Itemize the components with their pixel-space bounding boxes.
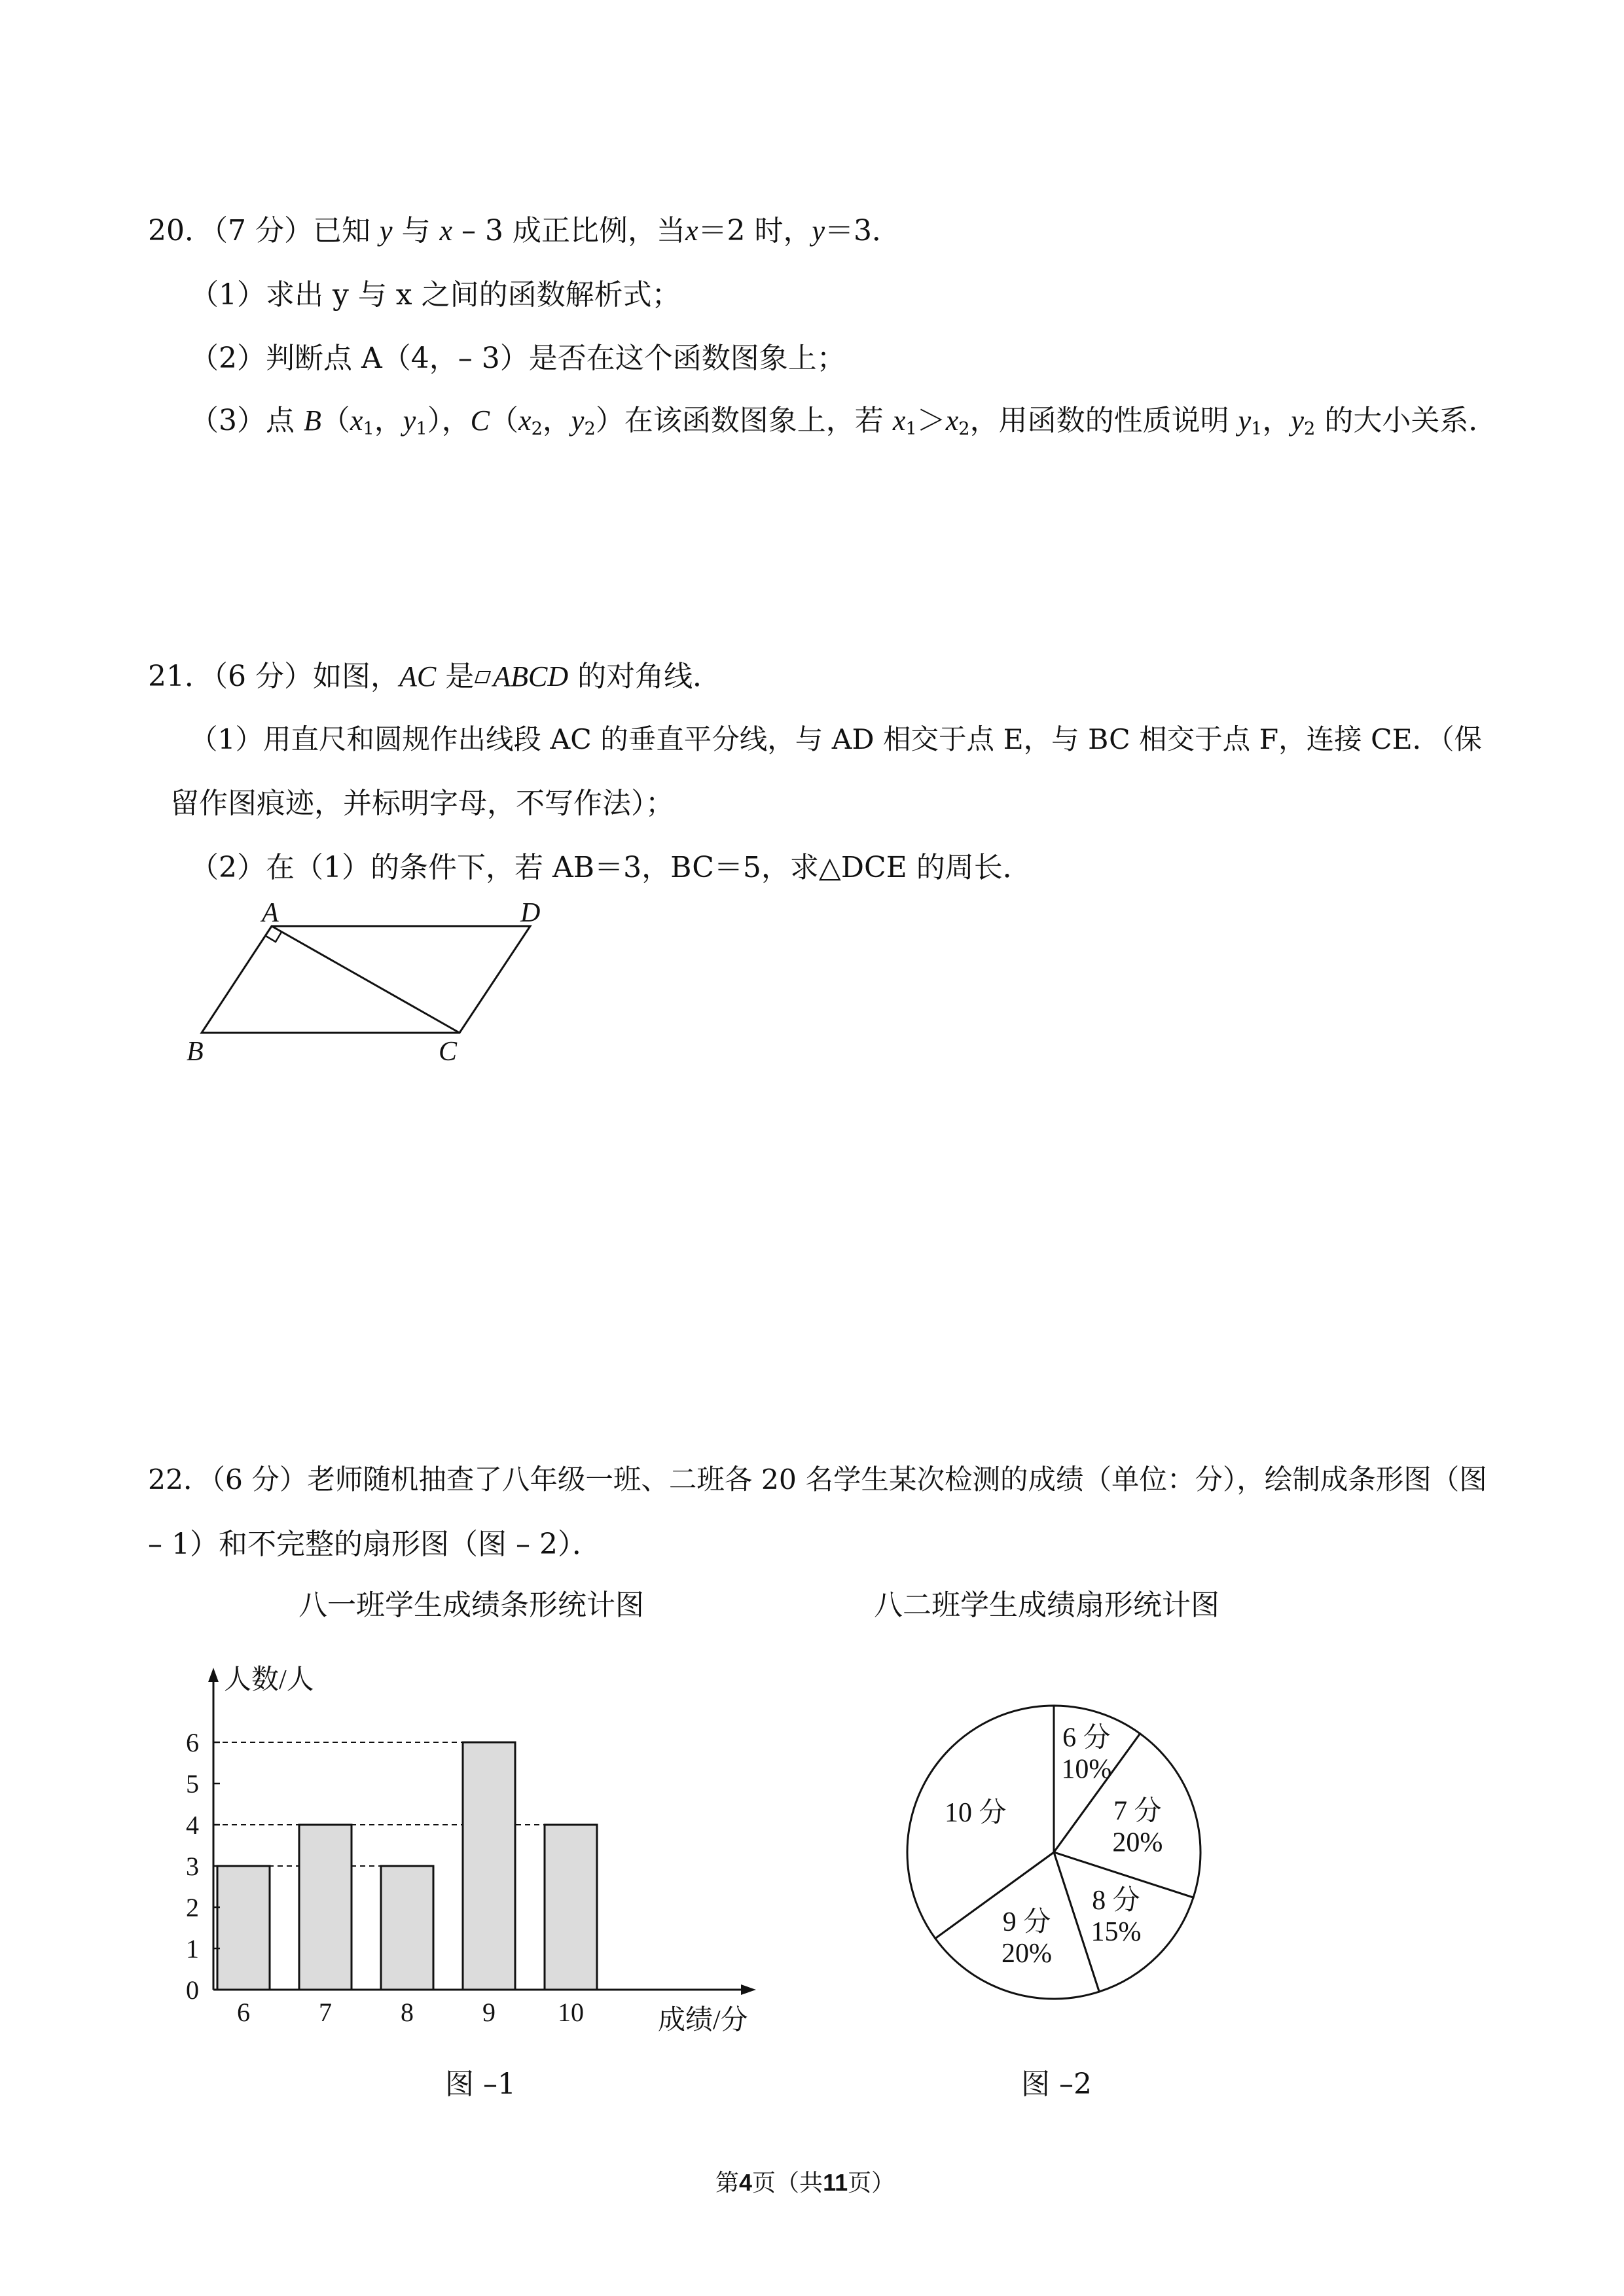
label-a: A [262, 898, 279, 928]
y-tick-label: 3 [186, 1852, 199, 1881]
y-tick-label: 0 [186, 1975, 199, 2005]
y-axis-arrow-icon [208, 1668, 219, 1682]
pie-slice-label: 6 分 [1062, 1723, 1111, 1753]
subscript: 1 [363, 418, 374, 439]
var-x: x [350, 404, 363, 437]
q21-text: 如图， [312, 660, 399, 693]
subscript: 1 [416, 418, 427, 439]
label-c: C [439, 1037, 458, 1067]
pie-slice-percent: 20% [1001, 1938, 1052, 1969]
q21-sub2: （2）在（1）的条件下，若 AB＝3，BC＝5，求△DCE 的周长． [190, 851, 1032, 884]
q20-score: （7 分） [213, 214, 313, 247]
q20-text: ）， [427, 404, 471, 437]
q20-text: （ [490, 404, 519, 437]
q20-text: ，用函数的性质说明 [969, 404, 1229, 437]
subscript: 1 [905, 418, 917, 439]
x-axis-arrow-icon [741, 1984, 756, 1995]
footer-text: 页（共 [752, 2170, 823, 2197]
q20-text: ， [1262, 404, 1291, 437]
pie-slice-label: 9 分 [1002, 1907, 1051, 1937]
x-tick-label: 6 [237, 1998, 250, 2027]
footer-text: 第 [715, 2170, 740, 2197]
parallelogram-name: ABCD [493, 660, 569, 692]
x-tick-label: 10 [558, 1998, 584, 2027]
y-tick-label: 1 [186, 1934, 199, 1964]
parallelogram-figure [177, 898, 635, 1073]
q20-number: 20． [148, 214, 213, 247]
q20-text: ＞ [916, 404, 946, 437]
pie-slice-percent: 10% [1061, 1754, 1112, 1785]
bar-10 [545, 1825, 597, 1990]
q21-sub1-line2: 留作图痕迹，并标明字母，不写作法）； [170, 787, 674, 820]
x-tick-label: 8 [401, 1998, 414, 2027]
q20-stem [148, 211, 901, 251]
q21-sub1-line1: （1）用直尺和圆规作出线段 AC 的垂直平分线，与 AD 相交于点 E，与 BC 相交于点 F，连接 CE．（保 [190, 724, 1482, 756]
y-axis-label: 人数/人 [224, 1665, 314, 1695]
page-number: 4 [739, 2169, 753, 2196]
var-x: x [892, 404, 906, 437]
pie-slice-label: 8 分 [1092, 1886, 1140, 1916]
y-tick-label: 6 [186, 1728, 199, 1757]
var-x: x [685, 215, 698, 247]
x-tick-label: 9 [482, 1998, 496, 2027]
var-y: y [812, 215, 825, 247]
bar-7 [299, 1825, 352, 1990]
page-total: 11 [823, 2169, 848, 2196]
subscript: 2 [1304, 418, 1316, 439]
q20-text: ）在该函数图象上，若 [595, 404, 884, 437]
pie-slice-label: 7 分 [1113, 1796, 1162, 1827]
bar-9 [463, 1742, 515, 1990]
var-x: x [945, 404, 959, 437]
pie-slice-percent: 20% [1112, 1827, 1163, 1858]
var-y: y [571, 404, 585, 437]
y-tick-label: 2 [186, 1893, 199, 1922]
q21-score: （6 分） [213, 660, 313, 693]
bar-6 [217, 1866, 270, 1990]
label-b: B [187, 1037, 204, 1067]
footer-text: 页） [848, 2170, 895, 2197]
y-tick-label: 5 [186, 1769, 199, 1799]
parallelogram-symbol-icon [475, 671, 491, 683]
var-x: x [439, 215, 453, 247]
subscript: 1 [1251, 418, 1263, 439]
q21-text: 是 [445, 660, 475, 693]
figure-1-label: 图 –1 [445, 2068, 516, 2101]
q20-text: – 3 成正比例，当 [452, 214, 685, 247]
q20-text: ， [542, 404, 571, 437]
y-tick-label: 4 [186, 1810, 199, 1840]
diagonal-ac [272, 926, 460, 1033]
q20-text: 已知 [312, 214, 370, 247]
page-footer [715, 2166, 895, 2200]
subscript: 2 [958, 418, 970, 439]
right-angle-mark [266, 932, 281, 942]
pie-slice-percent: 15% [1091, 1917, 1142, 1948]
q21-number: 21． [148, 660, 213, 693]
var-y: y [1291, 404, 1305, 437]
q22-line1: 22．（6 分）老师随机抽查了八年级一班、二班各 20 名学生某次检测的成绩（单位：分），绘制成条形图（图 [148, 1464, 1487, 1496]
pie-chart [884, 1676, 1224, 2029]
label-d: D [520, 898, 541, 928]
q20-text: 与 [401, 214, 431, 247]
var-y: y [379, 215, 393, 247]
q20-sub3 [190, 401, 1497, 440]
q20-text: ， [374, 404, 403, 437]
x-axis-label: 成绩/分 [658, 2005, 748, 2036]
bar-chart [164, 1662, 805, 2036]
var-y: y [403, 404, 416, 437]
q20-sub1: （1）求出 y 与 x 之间的函数解析式； [190, 278, 681, 312]
q20-text: （3）点 [190, 404, 295, 437]
x-tick-label: 7 [319, 1998, 332, 2027]
q20-text: ＝2 时， [698, 214, 812, 247]
q22-line2: – 1）和不完整的扇形图（图 – 2）． [148, 1528, 601, 1561]
point-b: B [304, 404, 321, 437]
point-c: C [470, 404, 490, 437]
q21-text: 的对角线． [577, 660, 722, 693]
pie-slice-label: 10 分 [944, 1797, 1007, 1828]
var-y: y [1238, 404, 1252, 437]
segment-ac: AC [399, 660, 437, 692]
subscript: 2 [531, 418, 543, 439]
q20-text: 的大小关系． [1324, 404, 1498, 437]
q20-text: （ [321, 404, 350, 437]
subscript: 2 [584, 418, 596, 439]
q20-sub2: （2）判断点 A（4，– 3）是否在这个函数图象上； [190, 342, 846, 375]
bar-8 [381, 1866, 433, 1990]
pie-chart-title: 八二班学生成绩扇形统计图 [874, 1588, 1219, 1622]
q20-text: ＝3． [825, 214, 901, 247]
bar-chart-title: 八一班学生成绩条形统计图 [298, 1588, 644, 1622]
figure-2-label: 图 –2 [1021, 2068, 1092, 2101]
q21-stem [148, 657, 721, 696]
var-x: x [518, 404, 532, 437]
